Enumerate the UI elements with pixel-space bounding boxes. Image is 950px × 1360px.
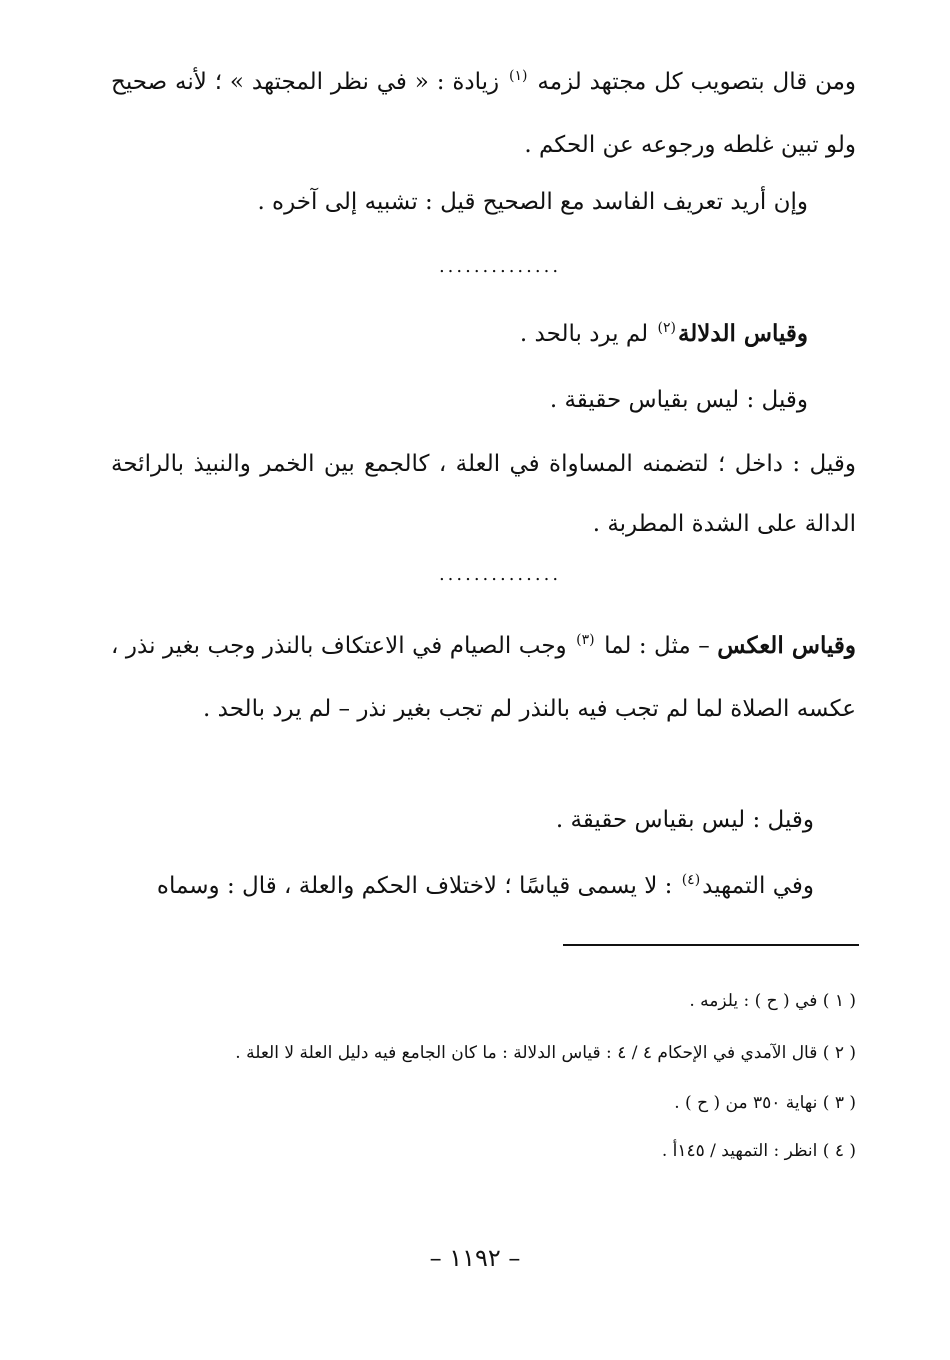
footnote-ref-4: (٤) [681,872,701,888]
section-separator: .............. [438,564,562,585]
paragraph-not-real-qiyas-2 [111,790,814,850]
paragraph-text: لم يرد بالحد . [519,321,649,347]
paragraph-text: وقيل : ليس بقياس حقيقة . [555,807,814,833]
paragraph-included [111,434,856,554]
paragraph-fasid-definition [111,172,808,232]
footnote-ref-1: (١) [509,68,528,84]
footnote-1: ( ١ ) في ( ح ) : يلزمه . [689,991,856,1011]
section-separator: .............. [438,256,562,277]
paragraph-text: وقيل : داخل ؛ لتضمنه المساواة في العلة ، كالجمع بين الخمر والنبيذ بالرائحة الدالة على الشدة المطربة . [111,451,856,537]
paragraph-text: وإن أريد تعريف الفاسد مع الصحيح قيل : تشبيه إلى آخره . [257,189,808,215]
paragraph-text: وقيل : ليس بقياس حقيقة . [549,387,808,413]
paragraph-text: وفي التمهيد [702,873,814,899]
section-heading: وقياس الدلالة [677,320,808,347]
paragraph-tasweeb [111,52,856,175]
paragraph-text: زيادة : « في نظر المجتهد » ؛ لأنه صحيح ولو تبين غلطه ورجوعه عن الحكم . [111,69,856,158]
footnote-ref-3: (٣) [576,632,595,648]
paragraph-qiyas-dalalah [111,304,808,367]
section-heading: وقياس العكس [717,632,856,659]
footnote-divider [563,944,859,946]
footnote-4: ( ٤ ) انظر : التمهيد / ١٤٥أ . [661,1141,856,1161]
paragraph-text: – مثل : لما [604,633,710,659]
page-number: – ١١٩٢ – [429,1244,521,1272]
footnote-2: ( ٢ ) قال الآمدي في الإحكام ٤ / ٤ : قياس الدلالة : ما كان الجامع فيه دليل العلة لا العلة . [235,1043,856,1063]
paragraph-tamheed [111,856,814,919]
paragraph-not-real-qiyas [111,370,808,430]
paragraph-text: ومن قال بتصويب كل مجتهد لزمه [537,69,857,95]
footnote-ref-2: (٢) [657,320,676,336]
paragraph-text: : لا يسمى قياسًا ؛ لاختلاف الحكم والعلة ، قال : وسماه [156,873,673,899]
paragraph-qiyas-aks [111,616,856,739]
footnote-3: ( ٣ ) نهاية ٣٥٠ من ( ح ) . [674,1093,856,1113]
paragraph-text: وجب الصيام في الاعتكاف بالنذر وجب بغير نذر ، عكسه الصلاة لما لم تجب فيه بالنذر لم تجب بغير نذر – لم يرد بالحد . [111,633,856,722]
